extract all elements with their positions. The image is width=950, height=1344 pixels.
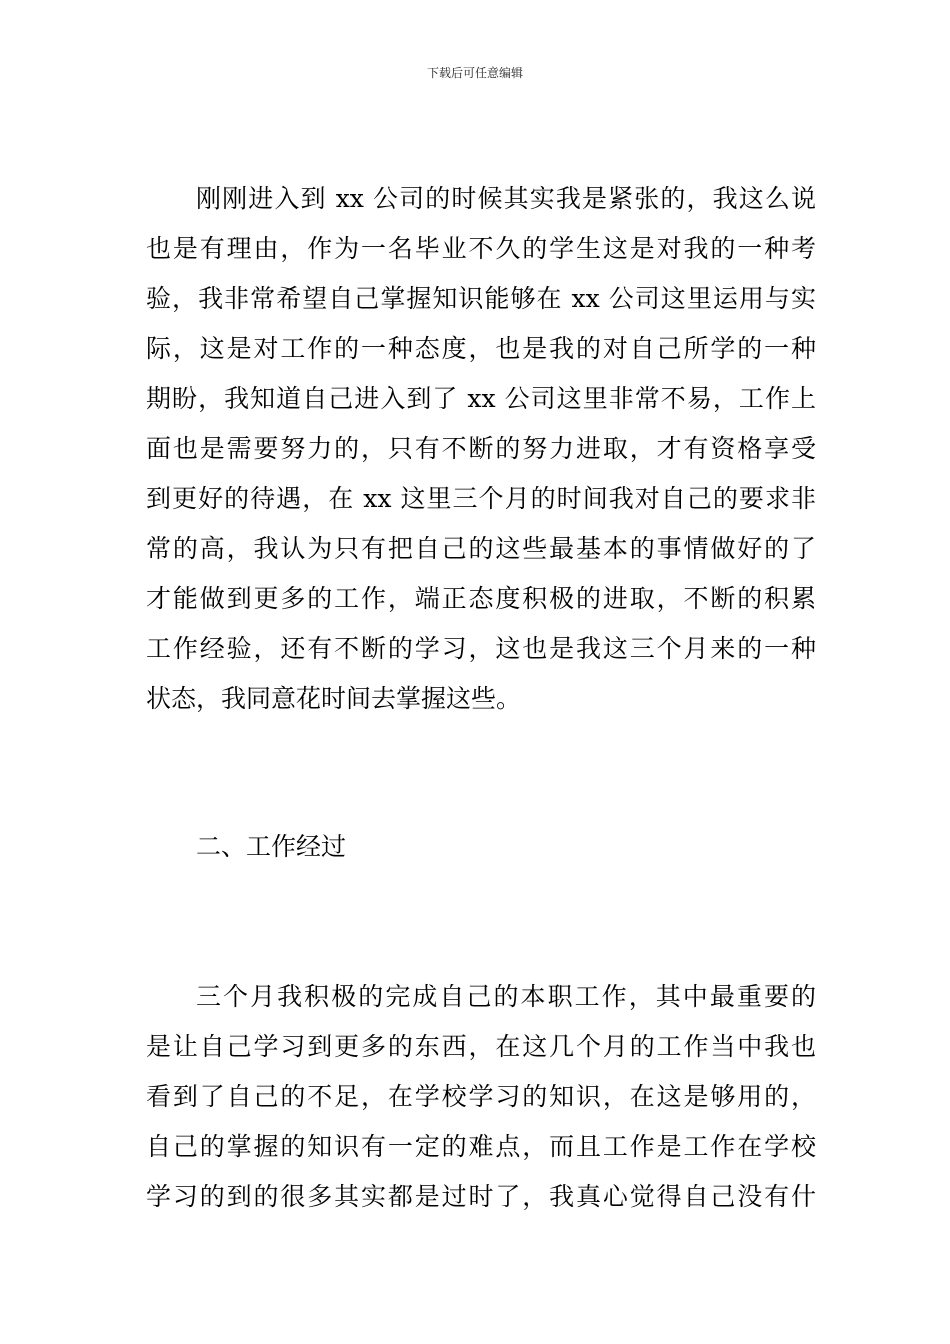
paragraph-line: 际，这是对工作的一种态度，也是我的对自己所学的一种 <box>146 334 816 363</box>
paragraph-line: 验，我非常希望自己掌握知识能够在 xx 公司这里运用与实 <box>146 284 816 313</box>
paragraph-line: 看到了自己的不足，在学校学习的知识，在这是够用的， <box>146 1082 816 1111</box>
paragraph-line: 刚刚进入到 xx 公司的时候其实我是紧张的，我这么说 <box>196 184 816 213</box>
paragraph-line: 常的高，我认为只有把自己的这些最基本的事情做好的了 <box>146 534 816 563</box>
page-header: 下载后可任意编辑 <box>426 66 523 80</box>
paragraph-line: 学习的到的很多其实都是过时了，我真心觉得自己没有什 <box>146 1182 816 1211</box>
paragraph-line: 也是有理由，作为一名毕业不久的学生这是对我的一种考 <box>146 234 816 263</box>
paragraph-line: 期盼，我知道自己进入到了 xx 公司这里非常不易，工作上 <box>146 384 816 413</box>
paragraph-line: 才能做到更多的工作，端正态度积极的进取，不断的积累 <box>146 584 816 613</box>
paragraph-line: 状态，我同意花时间去掌握这些。 <box>146 684 522 713</box>
paragraph-line: 自己的掌握的知识有一定的难点，而且工作是工作在学校 <box>146 1132 816 1161</box>
section-heading: 二、工作经过 <box>196 832 347 861</box>
paragraph-line: 工作经验，还有不断的学习，这也是我这三个月来的一种 <box>146 634 816 663</box>
paragraph-line: 是让自己学习到更多的东西，在这几个月的工作当中我也 <box>146 1032 816 1061</box>
paragraph-line: 到更好的待遇，在 xx 这里三个月的时间我对自己的要求非 <box>146 484 816 513</box>
paragraph-line: 面也是需要努力的，只有不断的努力进取，才有资格享受 <box>146 434 816 463</box>
paragraph-line: 三个月我积极的完成自己的本职工作，其中最重要的 <box>196 982 816 1011</box>
